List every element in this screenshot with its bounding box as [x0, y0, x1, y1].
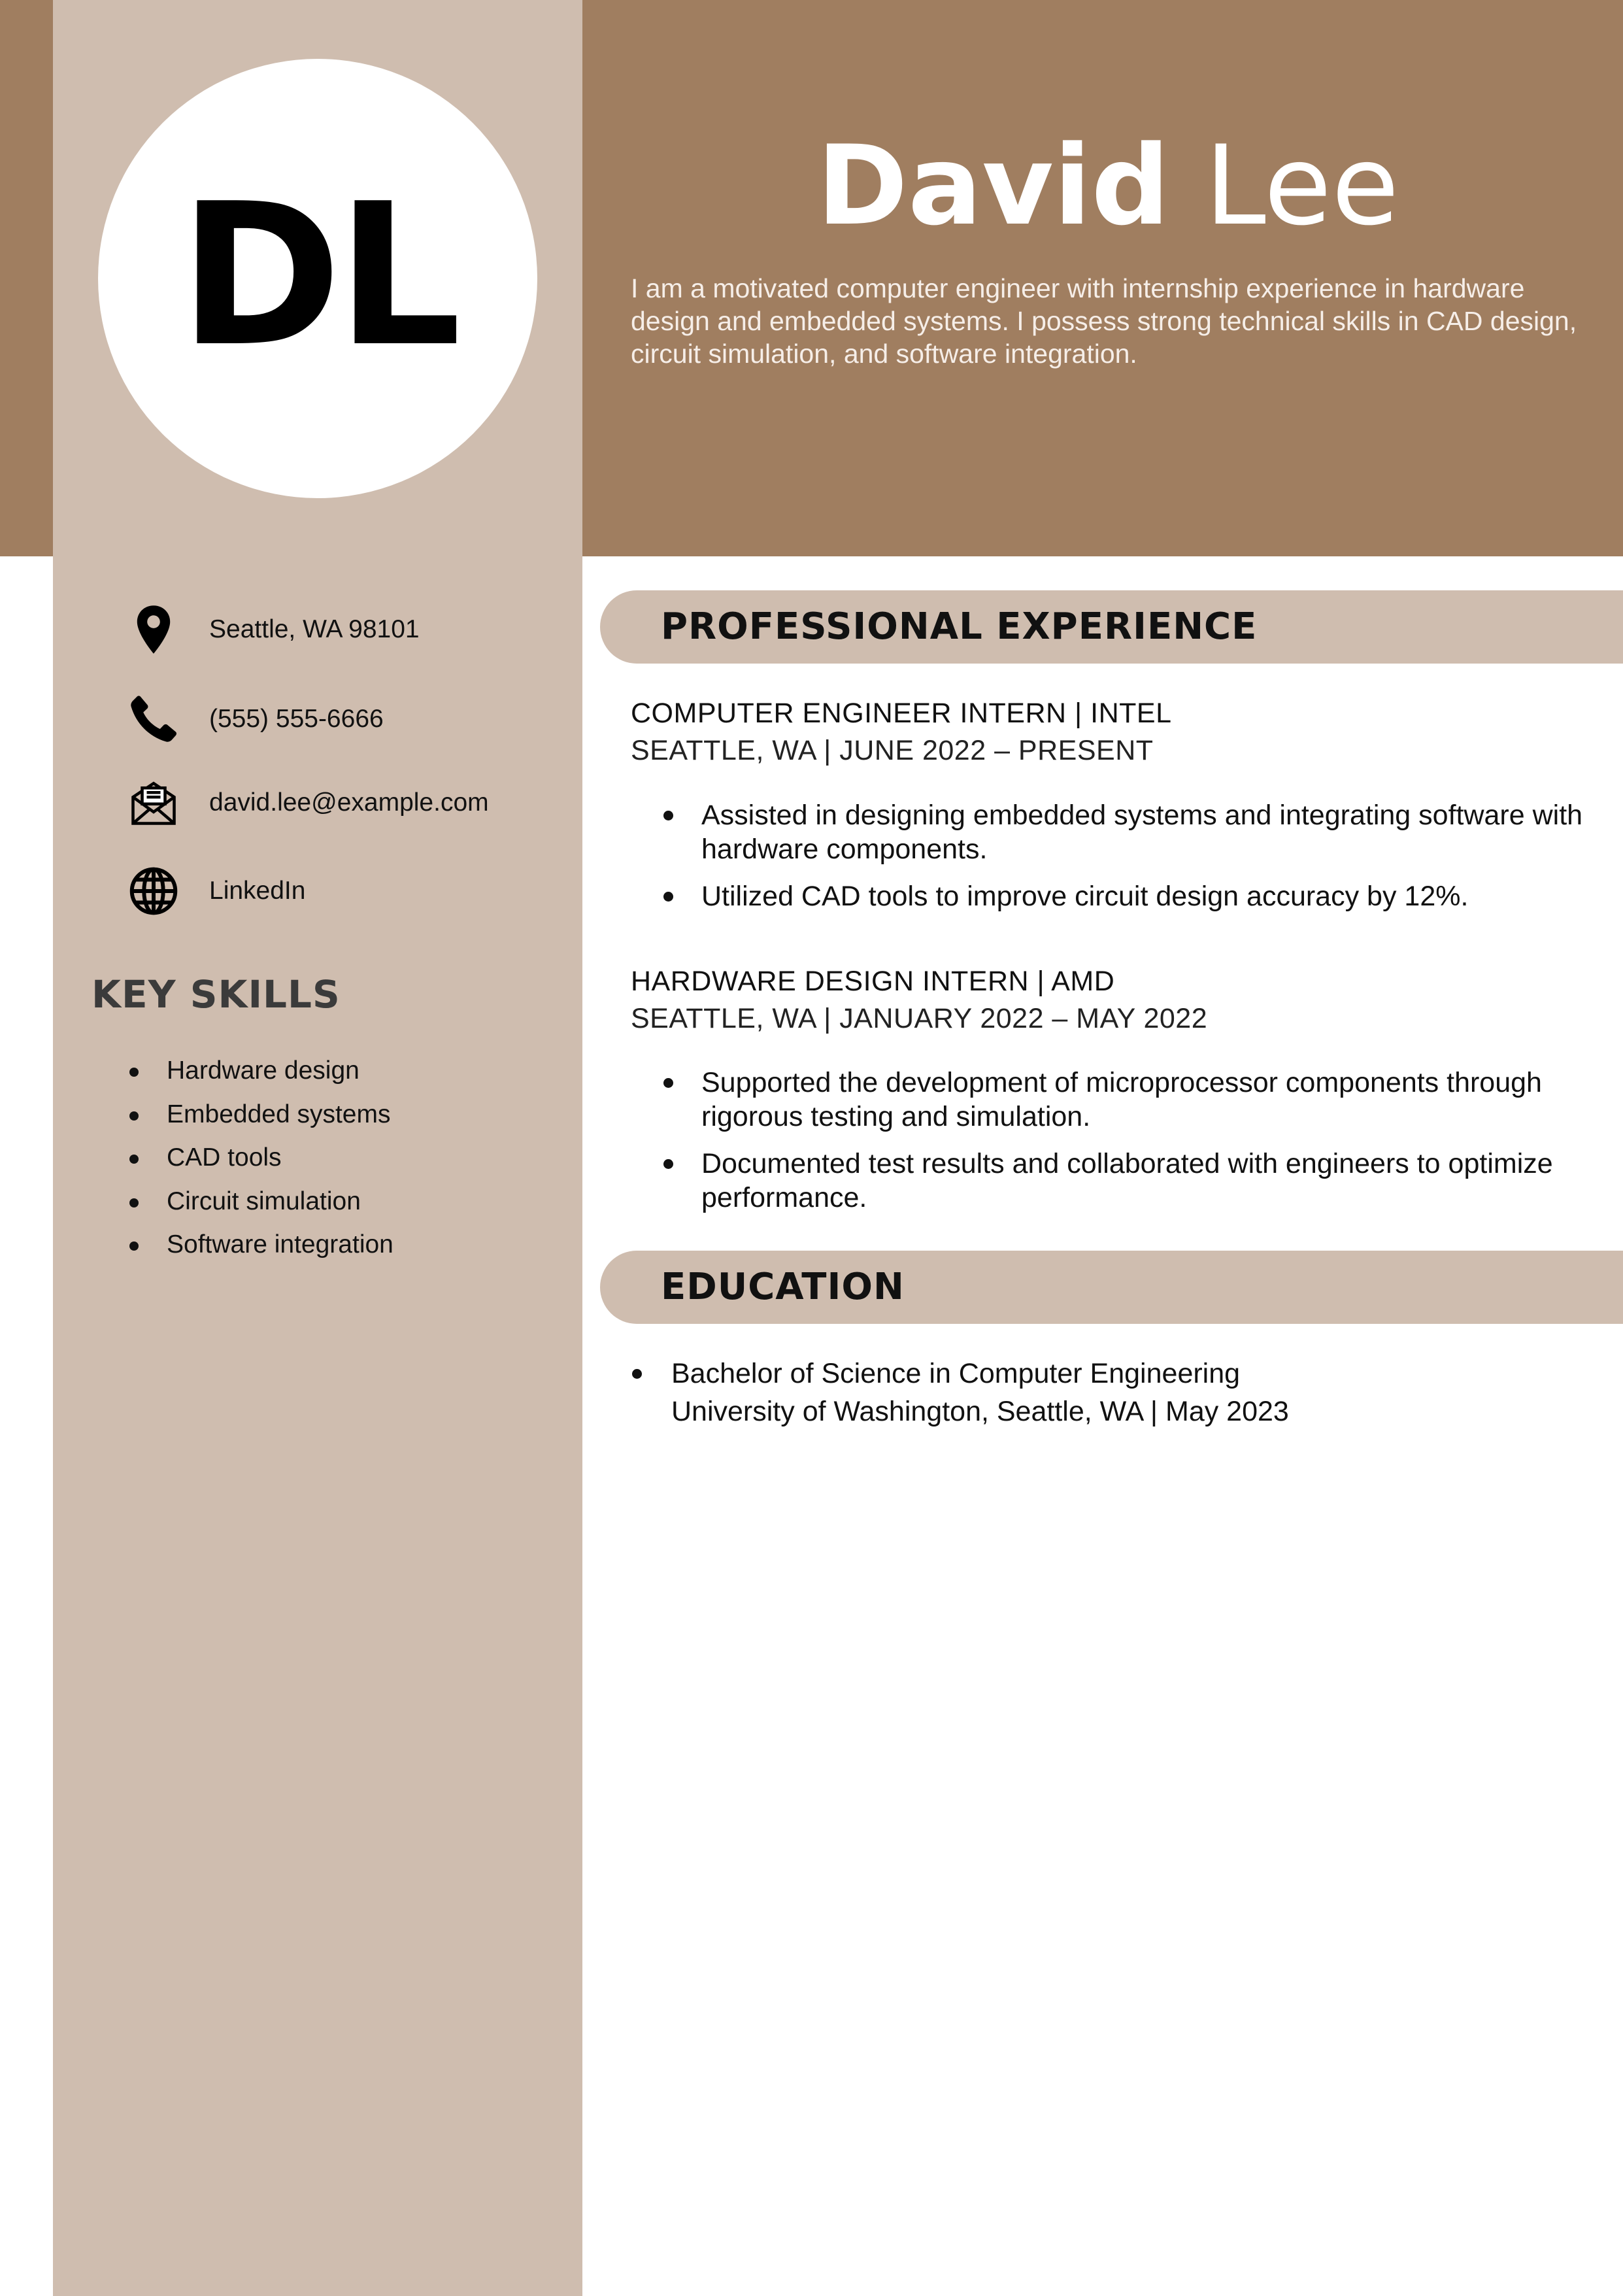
contact-email[interactable] — [124, 773, 489, 832]
avatar — [98, 59, 537, 498]
job-bullet: Supported the development of microprocessor components through rigorous testing and simulation. — [663, 1066, 1598, 1134]
education-heading: EDUCATION — [661, 1266, 905, 1308]
job-bullets — [663, 1066, 1598, 1228]
school-details: University of Washington, Seattle, WA | May 2023 — [671, 1396, 1289, 1427]
job-meta: SEATTLE, WA | JANUARY 2022 – MAY 2022 — [631, 1003, 1208, 1034]
envelope-icon — [124, 773, 183, 832]
skill-item: Circuit simulation — [124, 1180, 393, 1224]
skill-item: CAD tools — [124, 1136, 393, 1180]
skills-list — [124, 1049, 393, 1267]
location-text: Seattle, WA 98101 — [209, 615, 420, 643]
job-title: COMPUTER ENGINEER INTERN | INTEL — [631, 698, 1172, 729]
job-bullet: Documented test results and collaborated with engineers to optimize performance. — [663, 1147, 1598, 1215]
education-section-bar — [600, 1251, 1623, 1324]
linkedin-link[interactable]: LinkedIn — [209, 877, 306, 905]
map-pin-icon — [124, 600, 183, 659]
contact-phone — [124, 690, 384, 749]
experience-heading: PROFESSIONAL EXPERIENCE — [661, 605, 1258, 648]
job-meta: SEATTLE, WA | JUNE 2022 – PRESENT — [631, 735, 1154, 766]
first-name: David — [816, 122, 1170, 250]
job-title: HARDWARE DESIGN INTERN | AMD — [631, 966, 1115, 997]
contact-location — [124, 600, 420, 659]
education-item — [631, 1355, 1579, 1430]
summary: I am a motivated computer engineer with internship experience in hardware design and embedded systems. I possess strong technical skills in CAD design, circuit simulation, and software integration. — [631, 273, 1577, 369]
degree: Bachelor of Science in Computer Engineering — [671, 1358, 1241, 1389]
education-list — [631, 1355, 1579, 1430]
phone-text: (555) 555-6666 — [209, 705, 384, 733]
skill-item: Hardware design — [124, 1049, 393, 1093]
skill-item: Embedded systems — [124, 1093, 393, 1137]
phone-icon — [124, 690, 183, 749]
avatar-initials: DL — [178, 161, 457, 390]
job-bullet: Assisted in designing embedded systems and integrating software with hardware components. — [663, 798, 1598, 866]
last-name: Lee — [1205, 122, 1399, 250]
skills-heading: KEY SKILLS — [92, 972, 341, 1017]
contact-linkedin[interactable] — [124, 862, 305, 920]
job-bullets — [663, 798, 1598, 926]
email-link[interactable]: david.lee@example.com — [209, 788, 489, 817]
globe-icon — [124, 862, 183, 920]
candidate-name — [0, 122, 1623, 250]
job-bullet: Utilized CAD tools to improve circuit design accuracy by 12%. — [663, 879, 1598, 913]
skill-item: Software integration — [124, 1223, 393, 1267]
experience-section-bar — [600, 590, 1623, 664]
